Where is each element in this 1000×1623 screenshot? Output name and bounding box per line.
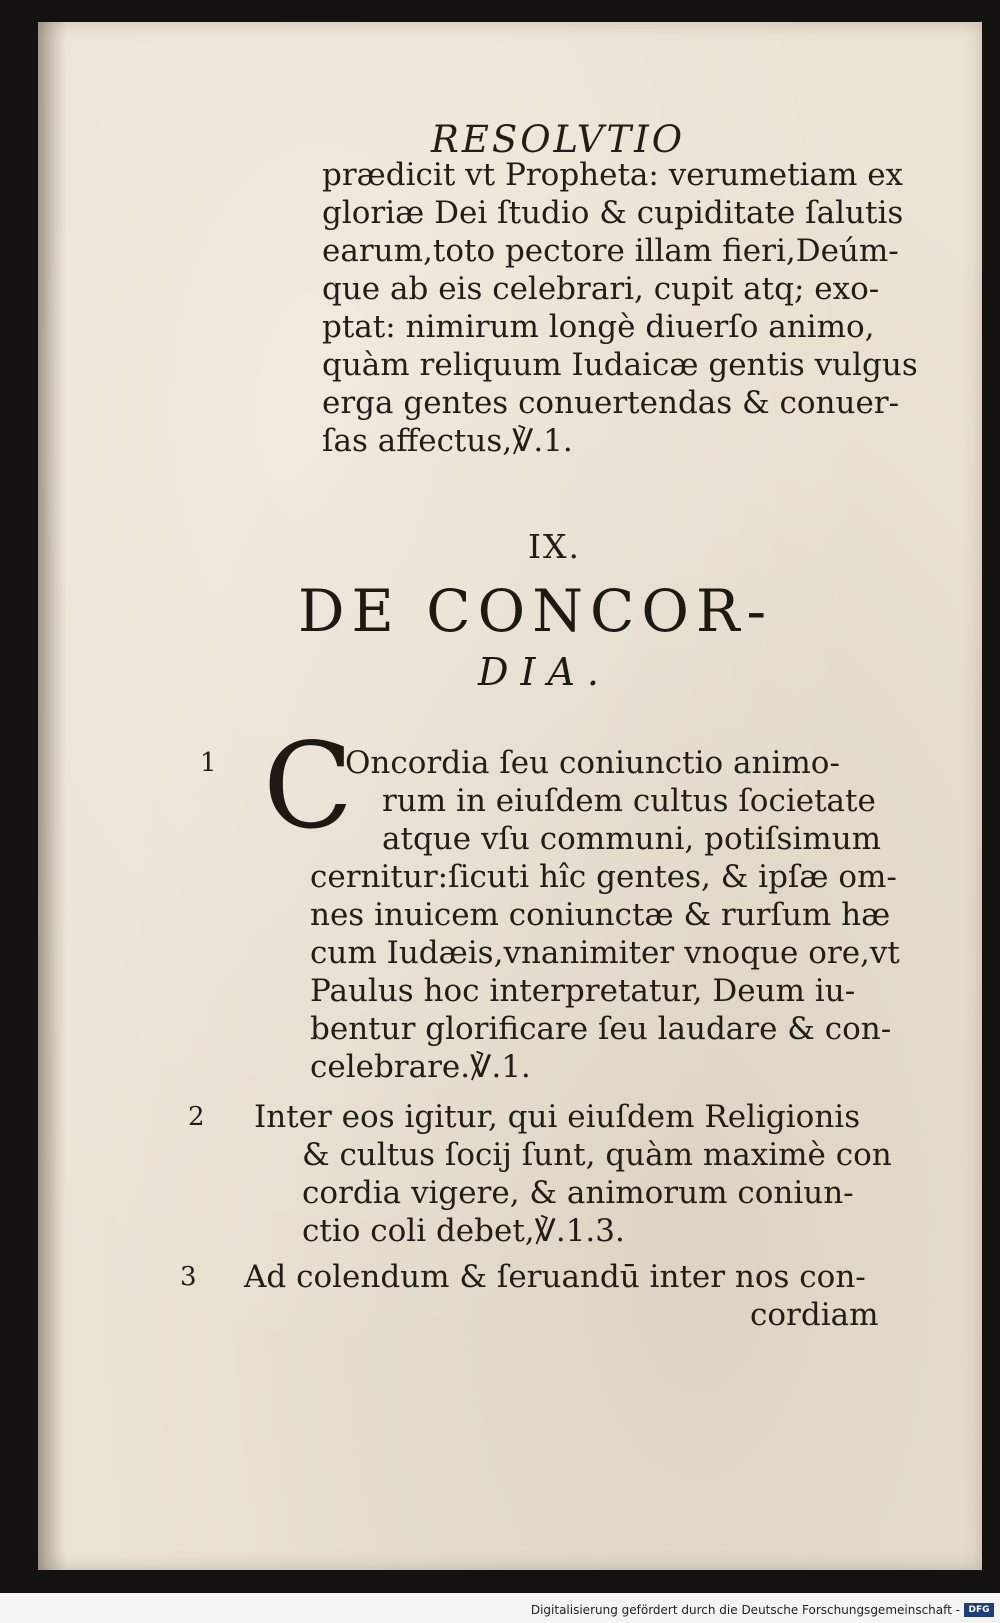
top-paragraph-line-7: erga gentes conuertendas & conuer-	[322, 385, 900, 421]
top-paragraph-line-1: prædicit vt Propheta: verumetiam ex	[322, 157, 904, 193]
gutter-shadow	[38, 22, 66, 1570]
section-heading-line-2: DIA.	[478, 650, 611, 694]
top-paragraph-line-2: gloriæ Dei ſtudio & cupiditate ſalutis	[322, 195, 904, 231]
margin-number-1: 1	[200, 748, 217, 778]
item1-line-1: Oncordia ſeu coniunctio animo-	[345, 745, 840, 781]
item2-line-2: & cultus ſocij ſunt, quàm maximè con	[302, 1137, 892, 1173]
section-number: IX.	[528, 527, 582, 566]
top-paragraph-line-6: quàm reliquum Iudaicæ gentis vulgus	[322, 347, 918, 383]
top-paragraph-line-4: que ab eis celebrari, cupit atq; exo-	[322, 271, 880, 307]
item1-line-2: rum in eiuſdem cultus ſocietate	[382, 783, 876, 819]
item1-line-5: nes inuicem coniunctæ & rurſum hæ	[310, 897, 891, 933]
item1-line-9: celebrare.℣.1.	[310, 1049, 531, 1085]
item2-line-3: cordia vigere, & animorum coniun-	[302, 1175, 854, 1211]
footer-credit: Digitalisierung gefördert durch die Deutsche Forschungsgemeinschaft -	[530, 1603, 960, 1617]
top-paragraph-line-5: ptat: nimirum longè diuerſo animo,	[322, 309, 875, 345]
margin-number-3: 3	[180, 1262, 197, 1292]
item1-line-7: Paulus hoc interpretatur, Deum iu-	[310, 973, 856, 1009]
book-page	[38, 22, 982, 1570]
item1-line-3: atque vſu communi, potiſsimum	[382, 821, 882, 857]
margin-number-2: 2	[188, 1102, 205, 1132]
running-head: RESOLVTIO	[431, 118, 686, 161]
item1-line-8: bentur glorificare ſeu laudare & con-	[310, 1011, 892, 1047]
section-heading-line-1: DE CONCOR-	[298, 577, 774, 645]
catchword: cordiam	[750, 1297, 879, 1333]
drop-cap: C	[263, 717, 354, 855]
item2-line-1: Inter eos igitur, qui eiuſdem Religionis	[254, 1099, 861, 1135]
top-paragraph-line-8: ſas affectus,℣.1.	[322, 423, 573, 459]
item2-line-4: ctio coli debet,℣.1.3.	[302, 1213, 625, 1249]
top-paragraph-line-3: earum,toto pectore illam fieri,Deúm-	[322, 233, 899, 269]
footer-strip	[0, 1593, 1000, 1623]
item1-line-6: cum Iudæis,vnanimiter vnoque ore,vt	[310, 935, 900, 971]
dfg-logo: DFG	[964, 1603, 994, 1617]
item3-line-1: Ad colendum & ſeruandū inter nos con-	[244, 1259, 866, 1295]
item1-line-4: cernitur:ſicuti hîc gentes, & ipſæ om-	[310, 859, 897, 895]
